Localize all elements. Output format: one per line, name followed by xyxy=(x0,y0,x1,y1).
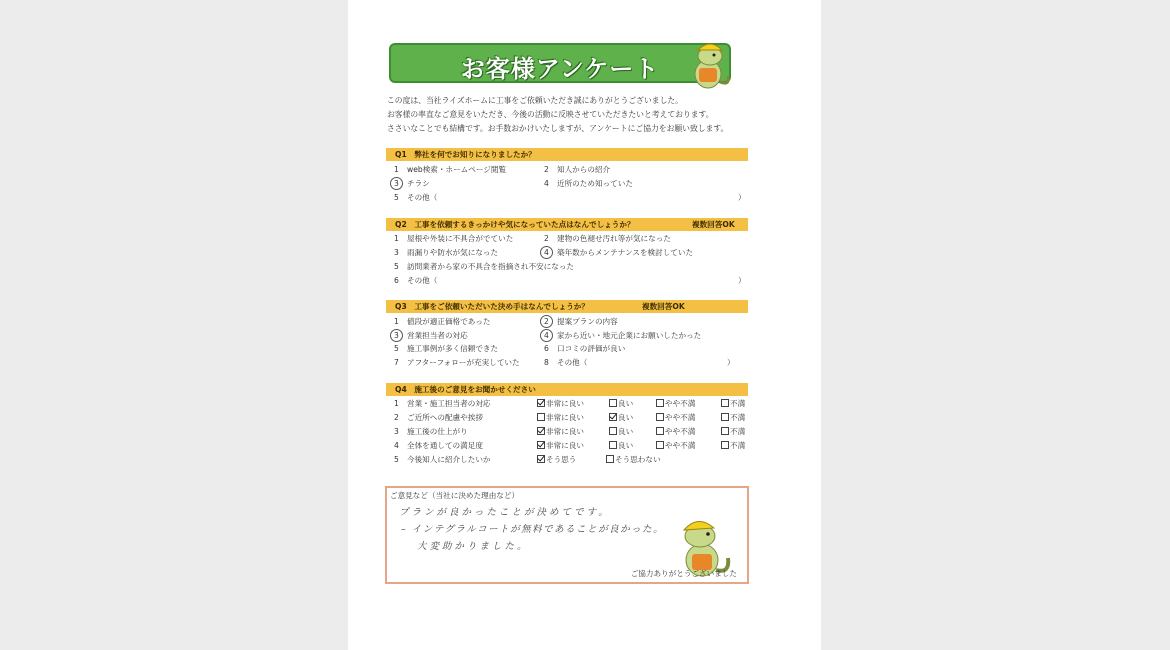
q2-title: Q2 工事を依頼するきっかけや気になっていた点はなんでしょうか？ xyxy=(395,220,635,229)
q4-row3-somewhat-bad[interactable]: やや不満 xyxy=(656,426,695,438)
checkbox[interactable] xyxy=(537,441,545,449)
q4-recommend-no[interactable]: そう思わない xyxy=(606,454,661,466)
q4-recommend-yes[interactable]: そう思う xyxy=(537,454,576,466)
q2-option-3[interactable]: 3 雨漏りや防水が気になった xyxy=(394,248,499,257)
checkbox[interactable] xyxy=(656,399,664,407)
q2-option-6[interactable]: 6 その他（ xyxy=(394,276,438,285)
q4-row-label: 1 営業・施工担当者の対応 xyxy=(394,399,491,408)
q4-row3-good[interactable]: 良い xyxy=(609,426,633,438)
q4-row2-bad[interactable]: 不満 xyxy=(721,412,745,424)
q2-option-4[interactable]: 4 築年数からメンテナンスを検討していた xyxy=(544,247,693,259)
checkbox[interactable] xyxy=(537,413,545,421)
checkbox[interactable] xyxy=(721,427,729,435)
q1-option-2[interactable]: 2 知人からの紹介 xyxy=(544,165,611,174)
q2-option-5[interactable]: 5 訪問業者から家の不具合を指摘され不安になった xyxy=(394,262,575,271)
q4-row4-somewhat-bad[interactable]: やや不満 xyxy=(656,440,695,452)
comment-box[interactable] xyxy=(385,486,749,584)
q1-option-4[interactable]: 4 近所のため知っていた xyxy=(544,179,633,188)
q1-option-5[interactable]: 5 その他（ xyxy=(394,193,438,202)
q4-row-label: 4 全体を通しての満足度 xyxy=(394,441,483,450)
checkbox[interactable] xyxy=(721,413,729,421)
q4-row-label: 5 今後知人に紹介したいか xyxy=(394,455,491,464)
q3-header xyxy=(386,300,748,313)
intro-line: この度は、当社ライズホームに工事をご依頼いただき誠にありがとうございました。 xyxy=(387,96,683,105)
checkbox[interactable] xyxy=(656,413,664,421)
checkbox[interactable] xyxy=(609,427,617,435)
q3-option-8[interactable]: 8 その他（ xyxy=(544,358,588,367)
q1-title: Q1 弊社を何でお知りになりましたか？ xyxy=(395,150,536,159)
intro-line: お客様の率直なご意見をいただき、今後の活動に反映させていただきたいと考えております。 xyxy=(387,110,714,119)
q3-option-1[interactable]: 1 値段が適正価格であった xyxy=(394,317,491,326)
q1-header xyxy=(386,148,748,161)
q4-title: Q4 施工後のご意見をお聞かせください xyxy=(395,385,536,394)
title-banner xyxy=(389,43,731,83)
q4-row-label: 3 施工後の仕上がり xyxy=(394,427,468,436)
checkbox[interactable] xyxy=(537,399,545,407)
q4-row1-good[interactable]: 良い xyxy=(609,398,633,410)
q4-row4-bad[interactable]: 不満 xyxy=(721,440,745,452)
mascot-icon xyxy=(684,38,732,92)
q4-row1-bad[interactable]: 不満 xyxy=(721,398,745,410)
checkbox[interactable] xyxy=(609,441,617,449)
q3-title: Q3 工事をご依頼いただいた決め手はなんでしょうか？ xyxy=(395,302,589,311)
q3-option-5[interactable]: 5 施工事例が多く信頼できた xyxy=(394,344,499,353)
selected-circle xyxy=(390,177,403,190)
handwritten-line: 大変助かりました。 xyxy=(417,541,530,552)
checkbox[interactable] xyxy=(537,427,545,435)
selected-circle xyxy=(540,329,553,342)
q2-header xyxy=(386,218,748,231)
q4-row4-very-good[interactable]: 非常に良い xyxy=(537,440,584,452)
q2-multi-note: 複数回答OK xyxy=(692,220,735,229)
selected-circle xyxy=(540,315,553,328)
q1-option-1[interactable]: 1 web検索・ホームページ閲覧 xyxy=(394,165,507,174)
q3-option-6[interactable]: 6 口コミの評価が良い xyxy=(544,344,626,353)
checkbox[interactable] xyxy=(656,441,664,449)
q3-close-paren: ） xyxy=(727,358,735,367)
checkbox[interactable] xyxy=(609,399,617,407)
q2-option-2[interactable]: 2 建物の色褪せ汚れ等が気になった xyxy=(544,234,671,243)
q4-row3-bad[interactable]: 不満 xyxy=(721,426,745,438)
q1-option-3[interactable]: 3 チラシ xyxy=(394,178,430,190)
q3-option-4[interactable]: 4 家から近い・地元企業にお願いしたかった xyxy=(544,330,701,342)
handwritten-line: – インテグラルコートが無料であることが良かった。 xyxy=(401,524,665,535)
checkbox[interactable] xyxy=(721,399,729,407)
q2-close-paren: ） xyxy=(738,276,746,285)
q3-option-2[interactable]: 2 提案プランの内容 xyxy=(544,316,618,328)
checkbox[interactable] xyxy=(606,455,614,463)
checkbox[interactable] xyxy=(609,413,617,421)
q4-header xyxy=(386,383,748,396)
intro-line: ささいなことでも結構です。お手数おかけいたしますが、アンケートにご協力をお願い致します。 xyxy=(387,124,729,133)
thanks-text: ご協力ありがとうございました xyxy=(630,569,737,578)
q3-multi-note: 複数回答OK xyxy=(642,302,685,311)
checkbox[interactable] xyxy=(721,441,729,449)
q4-row3-very-good[interactable]: 非常に良い xyxy=(537,426,584,438)
q4-row-label: 2 ご近所への配慮や挨拶 xyxy=(394,413,483,422)
q4-row1-somewhat-bad[interactable]: やや不満 xyxy=(656,398,695,410)
intro-text xyxy=(387,94,757,136)
q1-close-paren: ） xyxy=(738,193,746,202)
checkbox[interactable] xyxy=(656,427,664,435)
q4-row2-good[interactable]: 良い xyxy=(609,412,633,424)
q4-row2-somewhat-bad[interactable]: やや不満 xyxy=(656,412,695,424)
comment-heading: ご意見など（当社に決めた理由など） xyxy=(390,491,520,500)
q4-row2-very-good[interactable]: 非常に良い xyxy=(537,412,584,424)
q3-option-7[interactable]: 7 アフターフォローが充実していた xyxy=(394,358,520,367)
survey-page xyxy=(348,0,821,650)
page-title: お客様アンケート xyxy=(460,55,660,83)
handwritten-line: プランが良かったことが決めてです。 xyxy=(399,507,611,518)
selected-circle xyxy=(540,246,553,259)
q2-option-1[interactable]: 1 屋根や外装に不具合がでていた xyxy=(394,234,514,243)
checkbox[interactable] xyxy=(537,455,545,463)
q4-row1-very-good[interactable]: 非常に良い xyxy=(537,398,584,410)
q4-row4-good[interactable]: 良い xyxy=(609,440,633,452)
q3-option-3[interactable]: 3 営業担当者の対応 xyxy=(394,330,468,342)
selected-circle xyxy=(390,329,403,342)
